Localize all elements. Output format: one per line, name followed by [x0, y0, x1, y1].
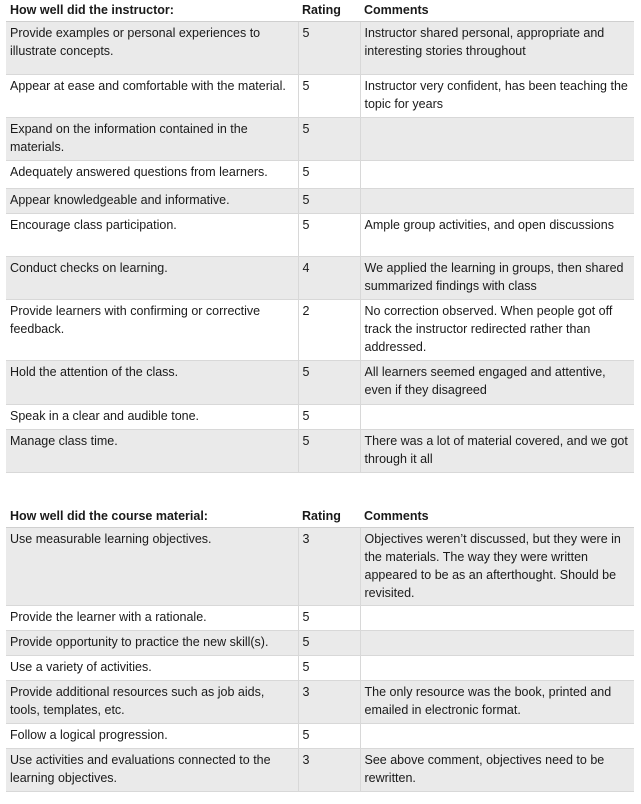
criteria-cell: Provide the learner with a rationale. — [6, 606, 298, 631]
table-row — [6, 631, 634, 656]
rating-cell: 5 — [298, 405, 360, 430]
rating-cell: 5 — [298, 430, 360, 473]
criteria-cell: Conduct checks on learning. — [6, 257, 298, 300]
criteria-cell: Provide examples or personal experiences to illustrate concepts. — [6, 22, 298, 75]
criteria-cell: Adequately answered questions from learners. — [6, 161, 298, 189]
table-header-row — [6, 0, 634, 22]
comment-cell: No correction observed. When people got off track the instructor redirected rather than addressed. — [360, 300, 634, 361]
criteria-cell: Provide opportunity to practice the new skill(s). — [6, 631, 298, 656]
rating-cell: 5 — [298, 118, 360, 161]
rating-header: Rating — [298, 506, 360, 528]
criteria-header: How well did the course material: — [6, 506, 298, 528]
table-row — [6, 189, 634, 214]
criteria-cell: Hold the attention of the class. — [6, 361, 298, 405]
comments-header: Comments — [360, 0, 634, 22]
table-row — [6, 161, 634, 189]
rating-cell: 5 — [298, 75, 360, 118]
criteria-cell: Follow a logical progression. — [6, 724, 298, 749]
rating-cell: 5 — [298, 656, 360, 681]
comment-cell — [360, 118, 634, 161]
comment-cell: We applied the learning in groups, then shared summarized findings with class — [360, 257, 634, 300]
comment-cell — [360, 631, 634, 656]
criteria-cell: Provide additional resources such as job aids, tools, templates, etc. — [6, 681, 298, 724]
rating-cell: 5 — [298, 22, 360, 75]
comment-cell: Objectives weren’t discussed, but they were in the materials. The way they were written appeared to be as an afterthought. Should be revisited. — [360, 528, 634, 606]
table-header-row — [6, 506, 634, 528]
table-row — [6, 606, 634, 631]
criteria-header: How well did the instructor: — [6, 0, 298, 22]
comment-cell: Instructor very confident, has been teaching the topic for years — [360, 75, 634, 118]
table-row — [6, 257, 634, 300]
rating-cell: 5 — [298, 161, 360, 189]
course-material-evaluation-table — [6, 506, 634, 792]
table-row — [6, 430, 634, 473]
table-row — [6, 656, 634, 681]
table-row — [6, 528, 634, 606]
rating-cell: 3 — [298, 749, 360, 792]
table-row — [6, 118, 634, 161]
rating-cell: 4 — [298, 257, 360, 300]
rating-cell: 2 — [298, 300, 360, 361]
criteria-cell: Appear knowledgeable and informative. — [6, 189, 298, 214]
criteria-cell: Provide learners with confirming or corrective feedback. — [6, 300, 298, 361]
table-row — [6, 681, 634, 724]
rating-cell: 5 — [298, 631, 360, 656]
table-row — [6, 749, 634, 792]
table-row — [6, 75, 634, 118]
comment-cell — [360, 405, 634, 430]
table-row — [6, 214, 634, 257]
criteria-cell: Appear at ease and comfortable with the material. — [6, 75, 298, 118]
table-row — [6, 300, 634, 361]
comment-cell: All learners seemed engaged and attentive, even if they disagreed — [360, 361, 634, 405]
table-row — [6, 361, 634, 405]
comment-cell: There was a lot of material covered, and we got through it all — [360, 430, 634, 473]
comment-cell — [360, 161, 634, 189]
criteria-cell: Manage class time. — [6, 430, 298, 473]
comment-cell — [360, 189, 634, 214]
criteria-cell: Speak in a clear and audible tone. — [6, 405, 298, 430]
comment-cell: Ample group activities, and open discussions — [360, 214, 634, 257]
rating-cell: 5 — [298, 214, 360, 257]
criteria-cell: Use measurable learning objectives. — [6, 528, 298, 606]
comment-cell — [360, 724, 634, 749]
instructor-evaluation-table — [6, 0, 634, 473]
comment-cell — [360, 606, 634, 631]
table-row — [6, 405, 634, 430]
comment-cell: See above comment, objectives need to be rewritten. — [360, 749, 634, 792]
criteria-cell: Encourage class participation. — [6, 214, 298, 257]
rating-cell: 5 — [298, 189, 360, 214]
rating-cell: 5 — [298, 361, 360, 405]
rating-cell: 5 — [298, 724, 360, 749]
criteria-cell: Use a variety of activities. — [6, 656, 298, 681]
criteria-cell: Use activities and evaluations connected to the learning objectives. — [6, 749, 298, 792]
comment-cell: The only resource was the book, printed and emailed in electronic format. — [360, 681, 634, 724]
table-row — [6, 22, 634, 75]
rating-cell: 3 — [298, 681, 360, 724]
comment-cell: Instructor shared personal, appropriate and interesting stories throughout — [360, 22, 634, 75]
rating-header: Rating — [298, 0, 360, 22]
comment-cell — [360, 656, 634, 681]
criteria-cell: Expand on the information contained in the materials. — [6, 118, 298, 161]
table-row — [6, 724, 634, 749]
rating-cell: 3 — [298, 528, 360, 606]
rating-cell: 5 — [298, 606, 360, 631]
comments-header: Comments — [360, 506, 634, 528]
